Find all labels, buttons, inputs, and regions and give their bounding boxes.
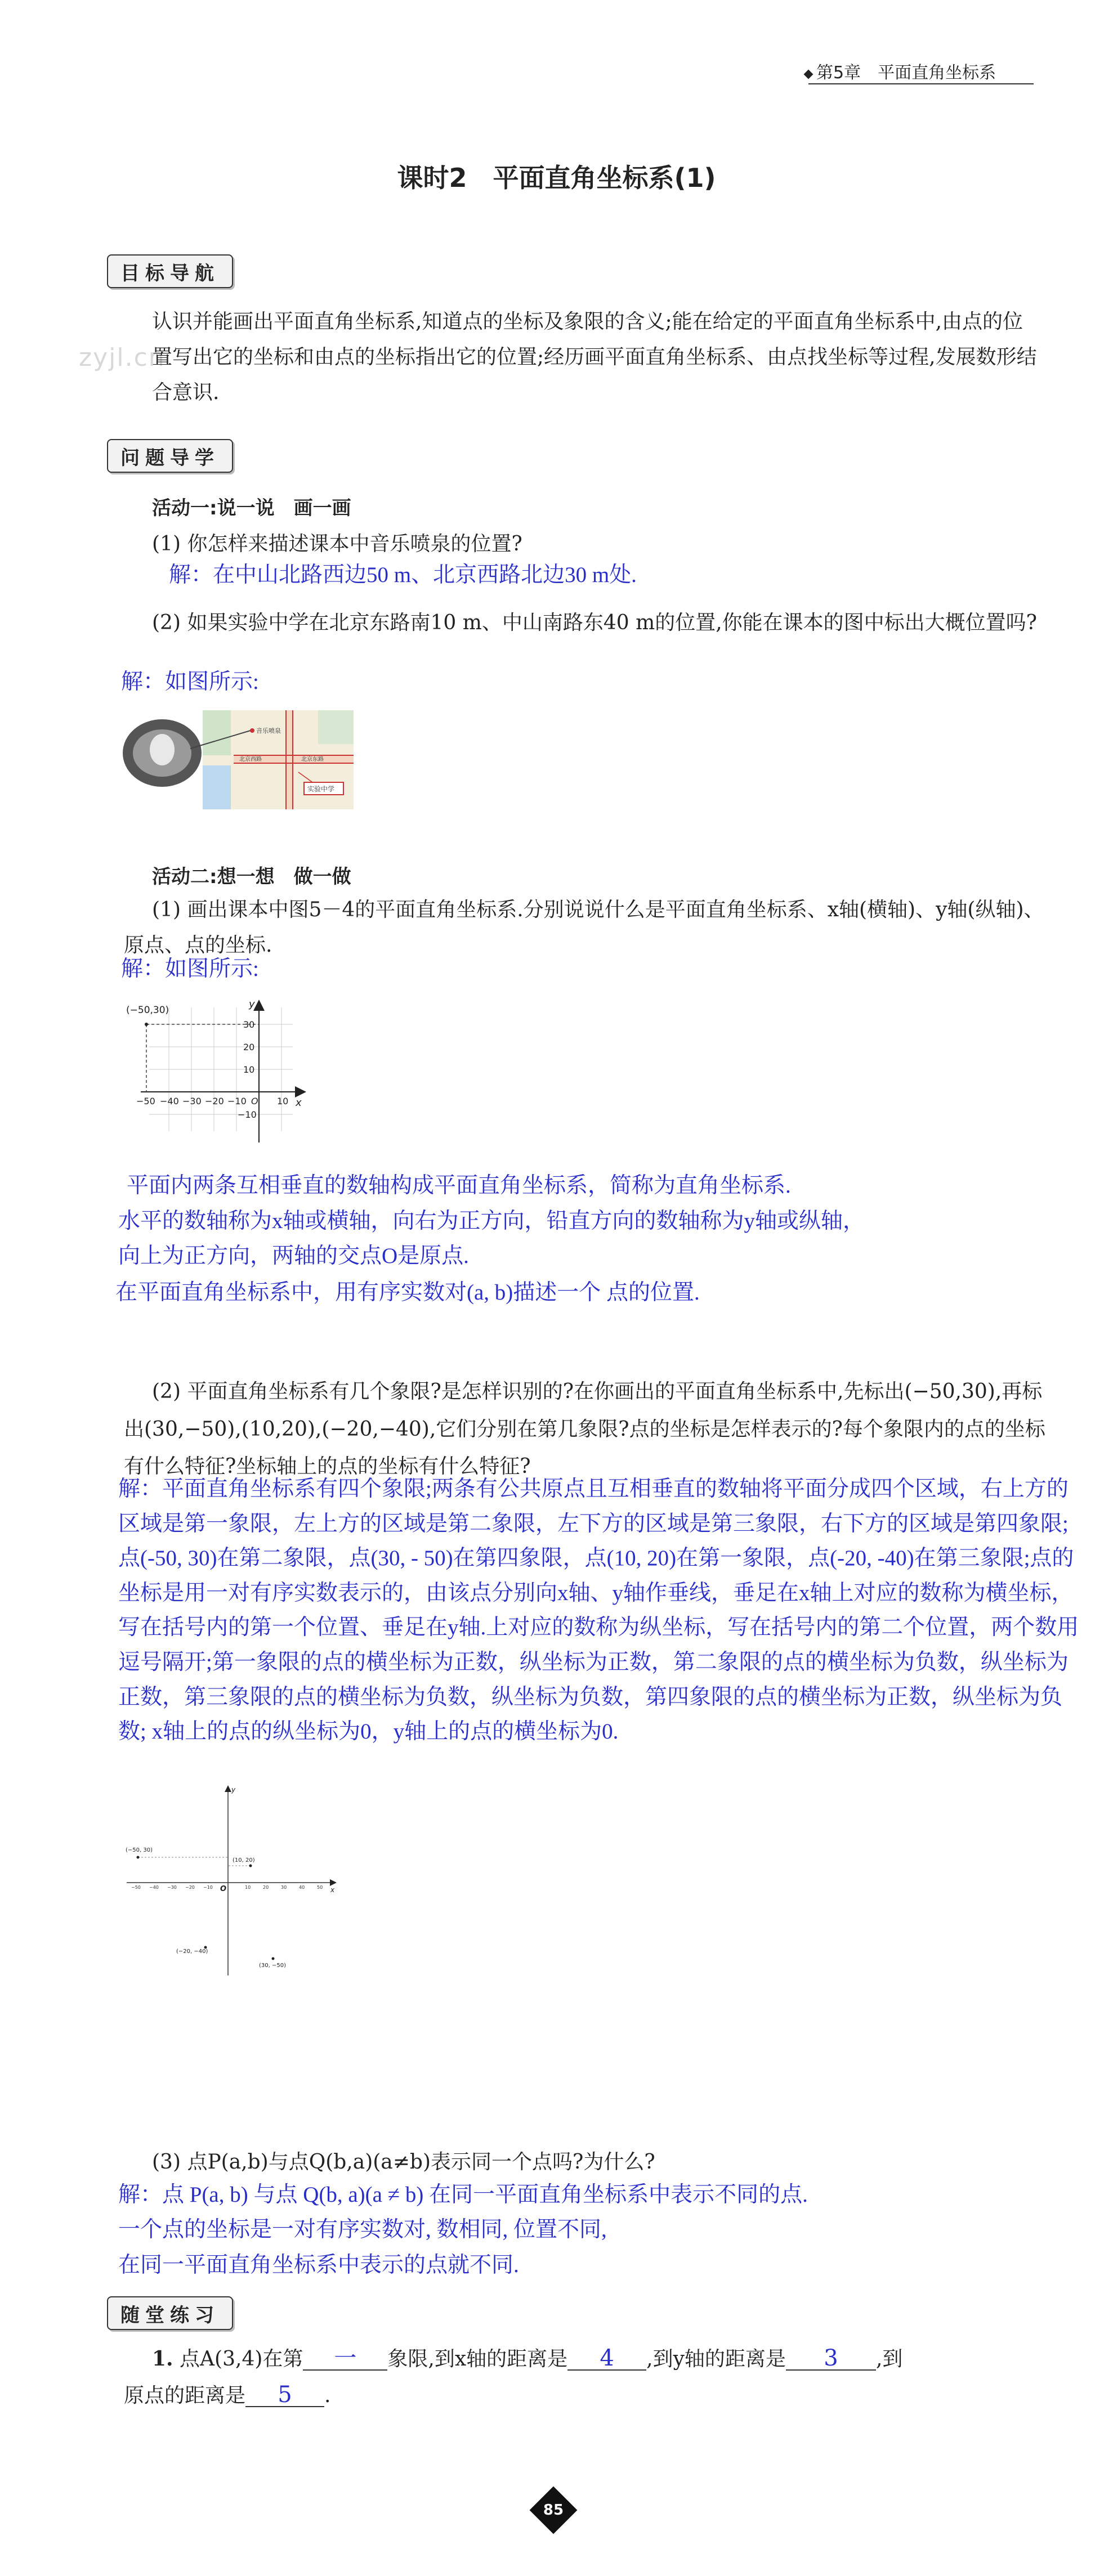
watermark: zyjl.cn xyxy=(79,343,166,372)
graph2-xtick: −30 xyxy=(167,1885,177,1890)
graph2-origin: O xyxy=(220,1885,227,1893)
graph2-xtick: −20 xyxy=(185,1885,195,1890)
act2-a3-line: 解：点 P(a, b) 与点 Q(b, a)(a ≠ b) 在同一平面直角坐标系中表示不同的点. xyxy=(118,2183,808,2207)
act1-q2: (2) 如果实验中学在北京东路南10 m、中山南路东40 m的位置,你能在课本的图中标出大概位置吗? xyxy=(152,611,1037,634)
graph2-xtick: −50 xyxy=(131,1885,141,1890)
section-goals-label: 目标导航 xyxy=(107,254,233,288)
act2-a1-line: 水平的数轴称为x轴或横轴，向右为正方向，铅直方向的数轴称为y轴或纵轴， xyxy=(118,1209,865,1233)
graph2-x-label: x xyxy=(330,1886,335,1894)
act1-a2: 解：如图所示: xyxy=(121,670,259,694)
graph2-xtick: −40 xyxy=(149,1885,159,1890)
map-school-label: 实验中学 xyxy=(307,785,335,793)
header-rule xyxy=(808,83,1034,84)
graph2-xtick: −10 xyxy=(203,1885,213,1890)
activity1-title: 活动一:说一说 画一画 xyxy=(152,497,351,519)
graph1-xtick: 10 xyxy=(277,1096,289,1106)
grid xyxy=(149,1007,293,1131)
practice-text: 原点的距离是 xyxy=(124,2384,246,2407)
act1-q1: (1) 你怎样来描述课本中音乐喷泉的位置? xyxy=(152,532,522,555)
answer-blank-x-distance[interactable]: 4 xyxy=(567,2347,646,2371)
practice-text: ,到y轴的距离是 xyxy=(646,2347,786,2371)
practice-text: 象限,到x轴的距离是 xyxy=(387,2347,568,2371)
point-p2 xyxy=(249,1865,252,1867)
map-road1-label: 北京西路 xyxy=(239,756,262,763)
coordinate-graph-2 xyxy=(121,1784,346,1981)
graph1-origin: O xyxy=(251,1096,258,1106)
graph1-ytick: 30 xyxy=(243,1019,255,1030)
chapter-header: 第5章 平面直角坐标系 xyxy=(816,63,996,83)
graph1-ytick: 20 xyxy=(243,1042,255,1052)
graph1-xtick: −10 xyxy=(227,1096,247,1106)
point-marker xyxy=(145,1023,148,1026)
graph1-x-axis-label: x xyxy=(296,1097,302,1109)
section-practice-label: 随堂练习 xyxy=(107,2296,233,2330)
practice-text: 点A(3,4)在第 xyxy=(180,2347,303,2371)
graph1-xtick: −20 xyxy=(205,1096,224,1106)
practice-q1-line2 xyxy=(124,2378,330,2413)
graph1-y-axis-label: y xyxy=(249,998,255,1010)
map-road2-label: 北京东路 xyxy=(301,756,324,763)
graph2-p2-label: (10, 20) xyxy=(233,1857,255,1863)
graph2-xtick: 30 xyxy=(281,1885,287,1890)
header-marker xyxy=(804,70,813,79)
graph2-p1-label: (−50, 30) xyxy=(126,1847,153,1853)
graph2-xtick: 20 xyxy=(263,1885,269,1890)
map-illustration xyxy=(118,709,355,810)
graph2-y-label: y xyxy=(231,1786,236,1794)
page-number: 85 xyxy=(543,2502,564,2519)
practice-q1-number: 1. xyxy=(152,2347,173,2371)
act1-a1: 解：在中山北路西边50 m、北京西路北边30 m处. xyxy=(169,563,637,587)
graph1-xtick: −30 xyxy=(182,1096,202,1106)
coordinate-graph-1 xyxy=(124,996,372,1165)
act2-a2: 解：平面直角坐标系有四个象限;两条有公共原点且互相垂直的数轴将平面分成四个区域，右上方的区域是第一象限，左上方的区域是第二象限，左下方的区域是第三象限，右下方的区域是第四象限;点(-50, 30)在第二象限，点(30, - 50)在第四象限，点(10, 20)在第一象限，点(-20, -40)在第三象限;点的坐标是用一对有序实数表示的，由该点分别向x轴、y轴作垂线，垂足在x轴上对应的数称为横坐标，写在括号内的第一个位置、垂足在y轴.上对应的数称为纵坐标，写在括号内的第二个位置，两个数用逗号隔开;第一象限的点的横坐标为正数，纵坐标为正数，第二象限的点的横坐标为负数，纵坐标为正数，第三象限的点的横坐标为负数，纵坐标为负数，第四象限的点的横坐标为正数，纵坐标为负数; x轴上的点的纵坐标为0，y轴上的点的横坐标为0. xyxy=(118,1477,1079,1744)
answer-blank-origin-distance[interactable]: 5 xyxy=(245,2384,324,2407)
practice-text: ,到 xyxy=(875,2347,903,2371)
act2-a1-line: 在平面直角坐标系中，用有序实数对(a, b)描述一个 点的位置. xyxy=(115,1280,700,1305)
page-title: 课时2 平面直角坐标系(1) xyxy=(397,163,716,193)
act2-q3: (3) 点P(a,b)与点Q(b,a)(a≠b)表示同一个点吗?为什么? xyxy=(152,2151,655,2174)
goals-text: 认识并能画出平面直角坐标系,知道点的坐标及象限的含义;能在给定的平面直角坐标系中,由点的位置写出它的坐标和由点的坐标指出它的位置;经历画平面直角坐标系、由点找坐标等过程,发展数形结合意识. xyxy=(152,310,1037,404)
graph2-xtick: 50 xyxy=(317,1885,323,1890)
answer-blank-quadrant[interactable]: 一 xyxy=(303,2347,387,2371)
graph1-xtick: −40 xyxy=(160,1096,179,1106)
activity2-title: 活动二:想一想 做一做 xyxy=(152,866,351,888)
graph1-ytick: −10 xyxy=(238,1109,257,1120)
act2-q1: (1) 画出课本中图5－4的平面直角坐标系.分别说说什么是平面直角坐标系、x轴(横轴)、y轴(纵轴)、原点、点的坐标. xyxy=(124,898,1044,957)
point-p1 xyxy=(137,1856,140,1859)
answer-blank-y-distance[interactable]: 3 xyxy=(786,2347,876,2371)
graph1-point-label: (−50,30) xyxy=(126,1005,169,1016)
graph2-xtick: 10 xyxy=(245,1885,251,1890)
point-p4 xyxy=(272,1957,275,1960)
practice-text: . xyxy=(324,2384,331,2407)
graph1-ytick: 10 xyxy=(243,1064,255,1075)
graph2-xtick: 40 xyxy=(299,1885,305,1890)
act2-a3-line: 在同一平面直角坐标系中表示的点就不同. xyxy=(118,2253,519,2277)
act2-q2: (2) 平面直角坐标系有几个象限?是怎样识别的?在你画出的平面直角坐标系中,先标出(−50,30),再标出(30,−50),(10,20),(−20,−40),它们分别在第几象限?点的坐标是怎样表示的?每个象限内的点的坐标有什么特征?坐标轴上的点的坐标有什么特征? xyxy=(124,1380,1045,1479)
act2-a1-line: 平面内两条互相垂直的数轴构成平面直角坐标系，简称为直角坐标系. xyxy=(127,1173,791,1198)
graph2-p3-label: (−20, −40) xyxy=(176,1948,208,1955)
section-guide-label: 问题导学 xyxy=(107,439,233,473)
act2-a1-line: 向上为正方向，两轴的交点O是原点. xyxy=(118,1244,469,1268)
map-fountain-label: 音乐喷泉 xyxy=(256,727,281,734)
act2-a3-line: 一个点的坐标是一对有序实数对, 数相同, 位置不同, xyxy=(118,2217,607,2242)
graph1-xtick: −50 xyxy=(136,1096,155,1106)
practice-q1-line1 xyxy=(152,2341,902,2377)
act2-a1-lead: 解：如图所示: xyxy=(121,957,259,981)
graph2-p4-label: (30, −50) xyxy=(259,1963,286,1969)
